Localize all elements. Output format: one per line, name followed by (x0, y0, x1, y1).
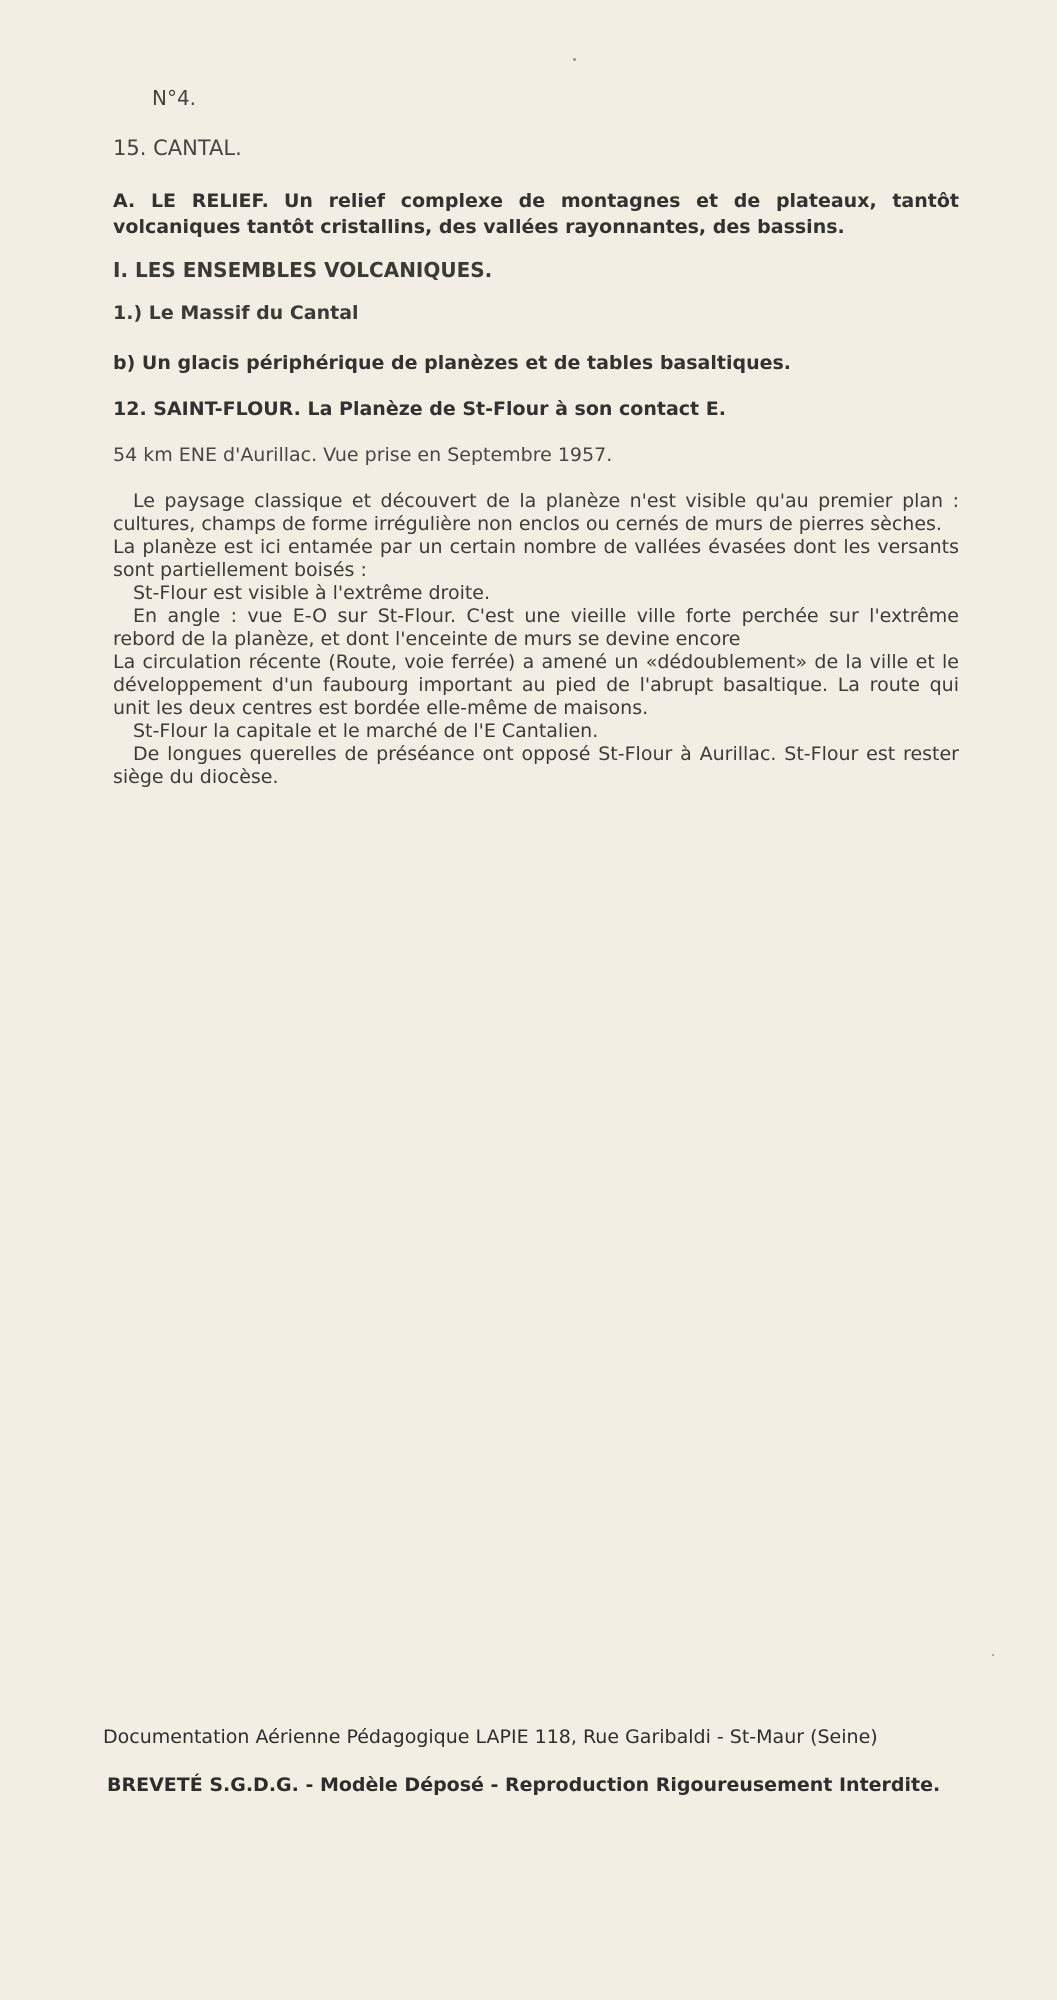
department-title: 15. CANTAL. (113, 136, 242, 160)
paper-speck (992, 1654, 994, 1656)
description-body (113, 490, 959, 789)
paragraph: En angle : vue E-O sur St-Flour. C'est une vieille ville forte perchée sur l'extrême rebord de la planèze, et dont l'enceinte de murs se devine encore (113, 605, 959, 650)
section-glacis: b) Un glacis périphérique de planèzes et de tables basaltiques. (113, 352, 792, 374)
paragraph: St-Flour la capitale et le marché de l'E Cantalien. (133, 720, 599, 742)
paragraph: La circulation récente (Route, voie ferrée) a amené un «dédoublement» de la ville et le développement d'un faubourg important au pied de l'abrupt basaltique. La route qui unit les deux centres est bordée elle-même de maisons. (113, 651, 959, 719)
relief-heading (113, 188, 959, 240)
section-ensembles: I. LES ENSEMBLES VOLCANIQUES. (113, 258, 493, 282)
paper-speck (573, 58, 576, 61)
paragraph: St-Flour est visible à l'extrême droite. (133, 582, 491, 604)
paragraph: De longues querelles de préséance ont opposé St-Flour à Aurillac. St-Flour est rester siège du diocèse. (113, 743, 959, 788)
document-number: N°4. (152, 86, 197, 110)
relief-lead: A. LE RELIEF. (113, 190, 269, 212)
paragraph: Le paysage classique et découvert de la planèze n'est visible qu'au premier plan : cultures, champs de forme irrégulière non enclos ou cernés de murs de pierres sèches. (113, 490, 959, 535)
photo-location: 54 km ENE d'Aurillac. Vue prise en Septembre 1957. (113, 444, 613, 466)
photo-title: 12. SAINT-FLOUR. La Planèze de St-Flour à son contact E. (113, 398, 726, 420)
copyright-line: BREVETÉ S.G.D.G. - Modèle Déposé - Reproduction Rigoureusement Interdite. (107, 1774, 941, 1796)
section-massif: 1.) Le Massif du Cantal (113, 302, 359, 324)
relief-text: Un relief complexe de montagnes et de plateaux, tantôt volcaniques tantôt cristallins, des vallées rayonnantes, des bassins. (113, 190, 959, 238)
paragraph: La planèze est ici entamée par un certain nombre de vallées évasées dont les versants sont partiellement boisés : (113, 536, 959, 581)
publisher-line: Documentation Aérienne Pédagogique LAPIE 118, Rue Garibaldi - St-Maur (Seine) (103, 1726, 878, 1748)
